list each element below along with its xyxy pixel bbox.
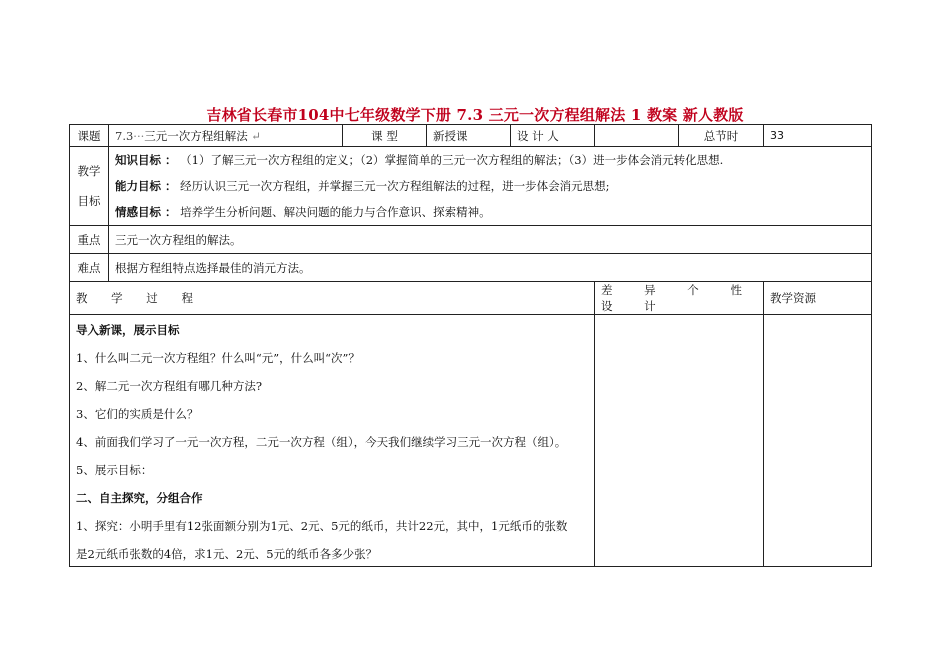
ability-objective — [115, 178, 865, 194]
differentiated-body — [595, 315, 764, 567]
topic-cell — [109, 125, 343, 147]
objectives-content — [109, 147, 872, 226]
resources-body — [764, 315, 872, 567]
header-row — [70, 125, 872, 147]
objectives-row — [70, 147, 872, 226]
knowledge-objective — [115, 152, 865, 168]
process-body — [70, 315, 595, 567]
process-column-header — [70, 282, 595, 315]
designer-label: 设 计 人 — [511, 125, 595, 147]
knowledge-objective-text: （1）了解三元一次方程组的定义；（2）掌握简单的三元一次方程组的解法；（3）进一步体会消元转化思想. — [180, 153, 724, 167]
process-line: 4、前面我们学习了一元一次方程，二元一次方程（组），今天我们继续学习三元一次方程（组）。 — [76, 435, 567, 449]
process-line: 5、展示目标： — [76, 463, 153, 477]
ability-objective-key: 能力目标 ： — [115, 179, 177, 193]
topic-code: 7.3 — [115, 128, 134, 143]
ability-objective-text: 经历认识三元一次方程组，并掌握三元一次方程组解法的过程，进一步体会消元思想; — [180, 179, 610, 193]
objectives-label — [70, 147, 109, 226]
affective-objective — [115, 204, 865, 220]
difficulty-text: 根据方程组特点选择最佳的消元方法。 — [109, 254, 872, 282]
key-point-label: 重点 — [70, 226, 109, 254]
process-line: 导入新课，展示目标 — [76, 323, 180, 337]
resources-column-header: 教学资源 — [764, 282, 872, 315]
difficulty-row — [70, 254, 872, 282]
process-line: 2、解二元一次方程组有哪几种方法? — [76, 379, 262, 393]
document-title: 吉林省长春市104中七年级数学下册 7.3 三元一次方程组解法 1 教案 新人教版 — [206, 106, 744, 124]
knowledge-objective-key: 知识目标 ： — [115, 153, 177, 167]
process-line: 1、探究：小明手里有12张面额分别为1元、2元、5元的纸币，共计22元，其中，1元纸币的张数 — [76, 519, 568, 533]
objectives-label-line1: 教学 — [77, 164, 101, 178]
affective-objective-key: 情感目标 ： — [115, 205, 177, 219]
type-label: 课 型 — [343, 125, 427, 147]
process-body-row — [70, 315, 872, 567]
affective-objective-text: 培养学生分析问题、解决问题的能力与合作意识、探索精神。 — [180, 205, 491, 219]
lesson-plan-table — [69, 124, 872, 567]
process-line: 是2元纸币张数的4倍，求1元、2元、5元的纸币各多少张？ — [76, 547, 378, 561]
objectives-label-line2: 目标 — [77, 194, 101, 208]
differentiated-column-title: 差 异 个 性 设 计 — [601, 283, 756, 313]
total-hours-label: 总节时 — [679, 125, 764, 147]
topic-label: 课题 — [70, 125, 109, 147]
process-line: 二、自主探究，分组合作 — [76, 491, 203, 505]
topic-dots: ··· — [133, 128, 145, 143]
key-point-row — [70, 226, 872, 254]
designer-value — [595, 125, 679, 147]
topic-value: 三元一次方程组解法 — [144, 128, 248, 143]
type-value: 新授课 — [427, 125, 511, 147]
process-line: 3、它们的实质是什么？ — [76, 407, 199, 421]
differentiated-column-header — [595, 282, 764, 315]
difficulty-label: 难点 — [70, 254, 109, 282]
key-point-text: 三元一次方程组的解法。 — [109, 226, 872, 254]
columns-header-row — [70, 282, 872, 315]
paragraph-mark-icon: ↵ — [251, 128, 262, 143]
process-column-title: 教 学 过 程 — [76, 291, 203, 305]
total-hours-value: 33 — [764, 125, 872, 147]
process-line: 1、什么叫二元一次方程组？什么叫“元”，什么叫“次”？ — [76, 351, 360, 365]
